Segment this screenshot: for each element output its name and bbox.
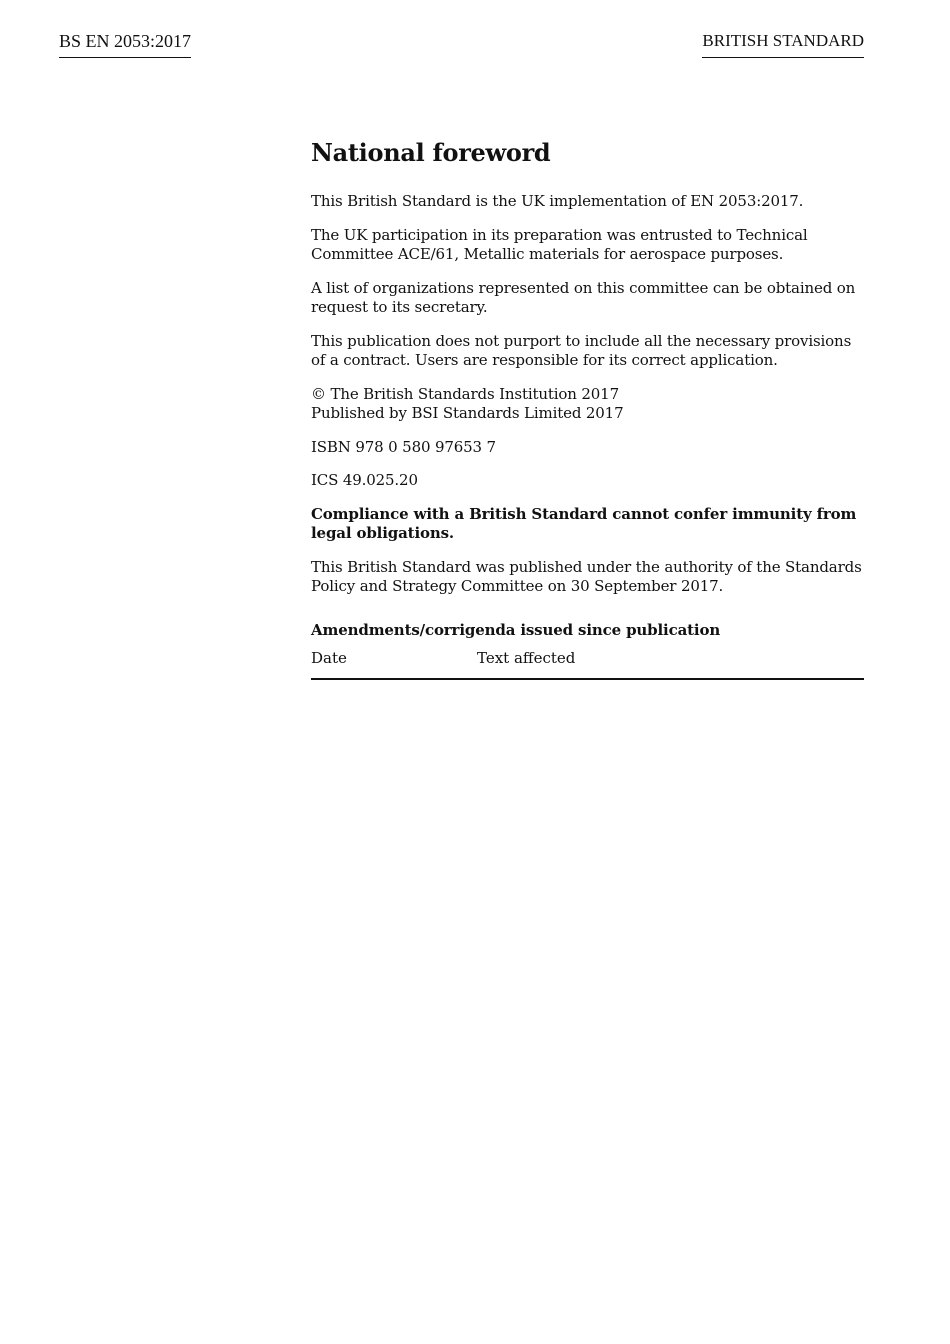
authority-paragraph: This British Standard was published under the authority of the Standards Policy and Strategy Committee on 30 September 2017. — [311, 557, 862, 595]
copyright-paragraph: © The British Standards Institution 2017 Published by BSI Standards Limited 2017 — [311, 384, 624, 422]
date-column-header: Date — [311, 649, 477, 679]
organizations-paragraph: A list of organizations represented on this committee can be obtained on request to its secretary. — [311, 278, 856, 316]
committee-paragraph: The UK participation in its preparation was entrusted to Technical Committee ACE/61, Metallic materials for aerospace purposes. — [311, 225, 808, 263]
isbn-paragraph: ISBN 978 0 580 97653 7 — [311, 437, 496, 456]
header-document-id: BS EN 2053:2017 — [59, 30, 191, 58]
ics-paragraph: ICS 49.025.20 — [311, 471, 418, 489]
amendments-header-row — [311, 649, 864, 679]
amendments-title: Amendments/corrigenda issued since publication — [311, 620, 721, 639]
compliance-paragraph: Compliance with a British Standard cannot confer immunity from legal obligations. — [311, 504, 857, 542]
national-foreword-section — [311, 138, 864, 680]
implementation-paragraph: This British Standard is the UK implementation of EN 2053:2017. — [311, 192, 804, 210]
contract-paragraph: This publication does not purport to include all the necessary provisions of a contract. Users are responsible for its correct application. — [311, 331, 852, 369]
amendments-table — [311, 649, 864, 680]
page-title: National foreword — [311, 138, 551, 167]
header-standard-type: BRITISH STANDARD — [702, 30, 864, 58]
text-affected-column-header: Text affected — [477, 649, 864, 679]
